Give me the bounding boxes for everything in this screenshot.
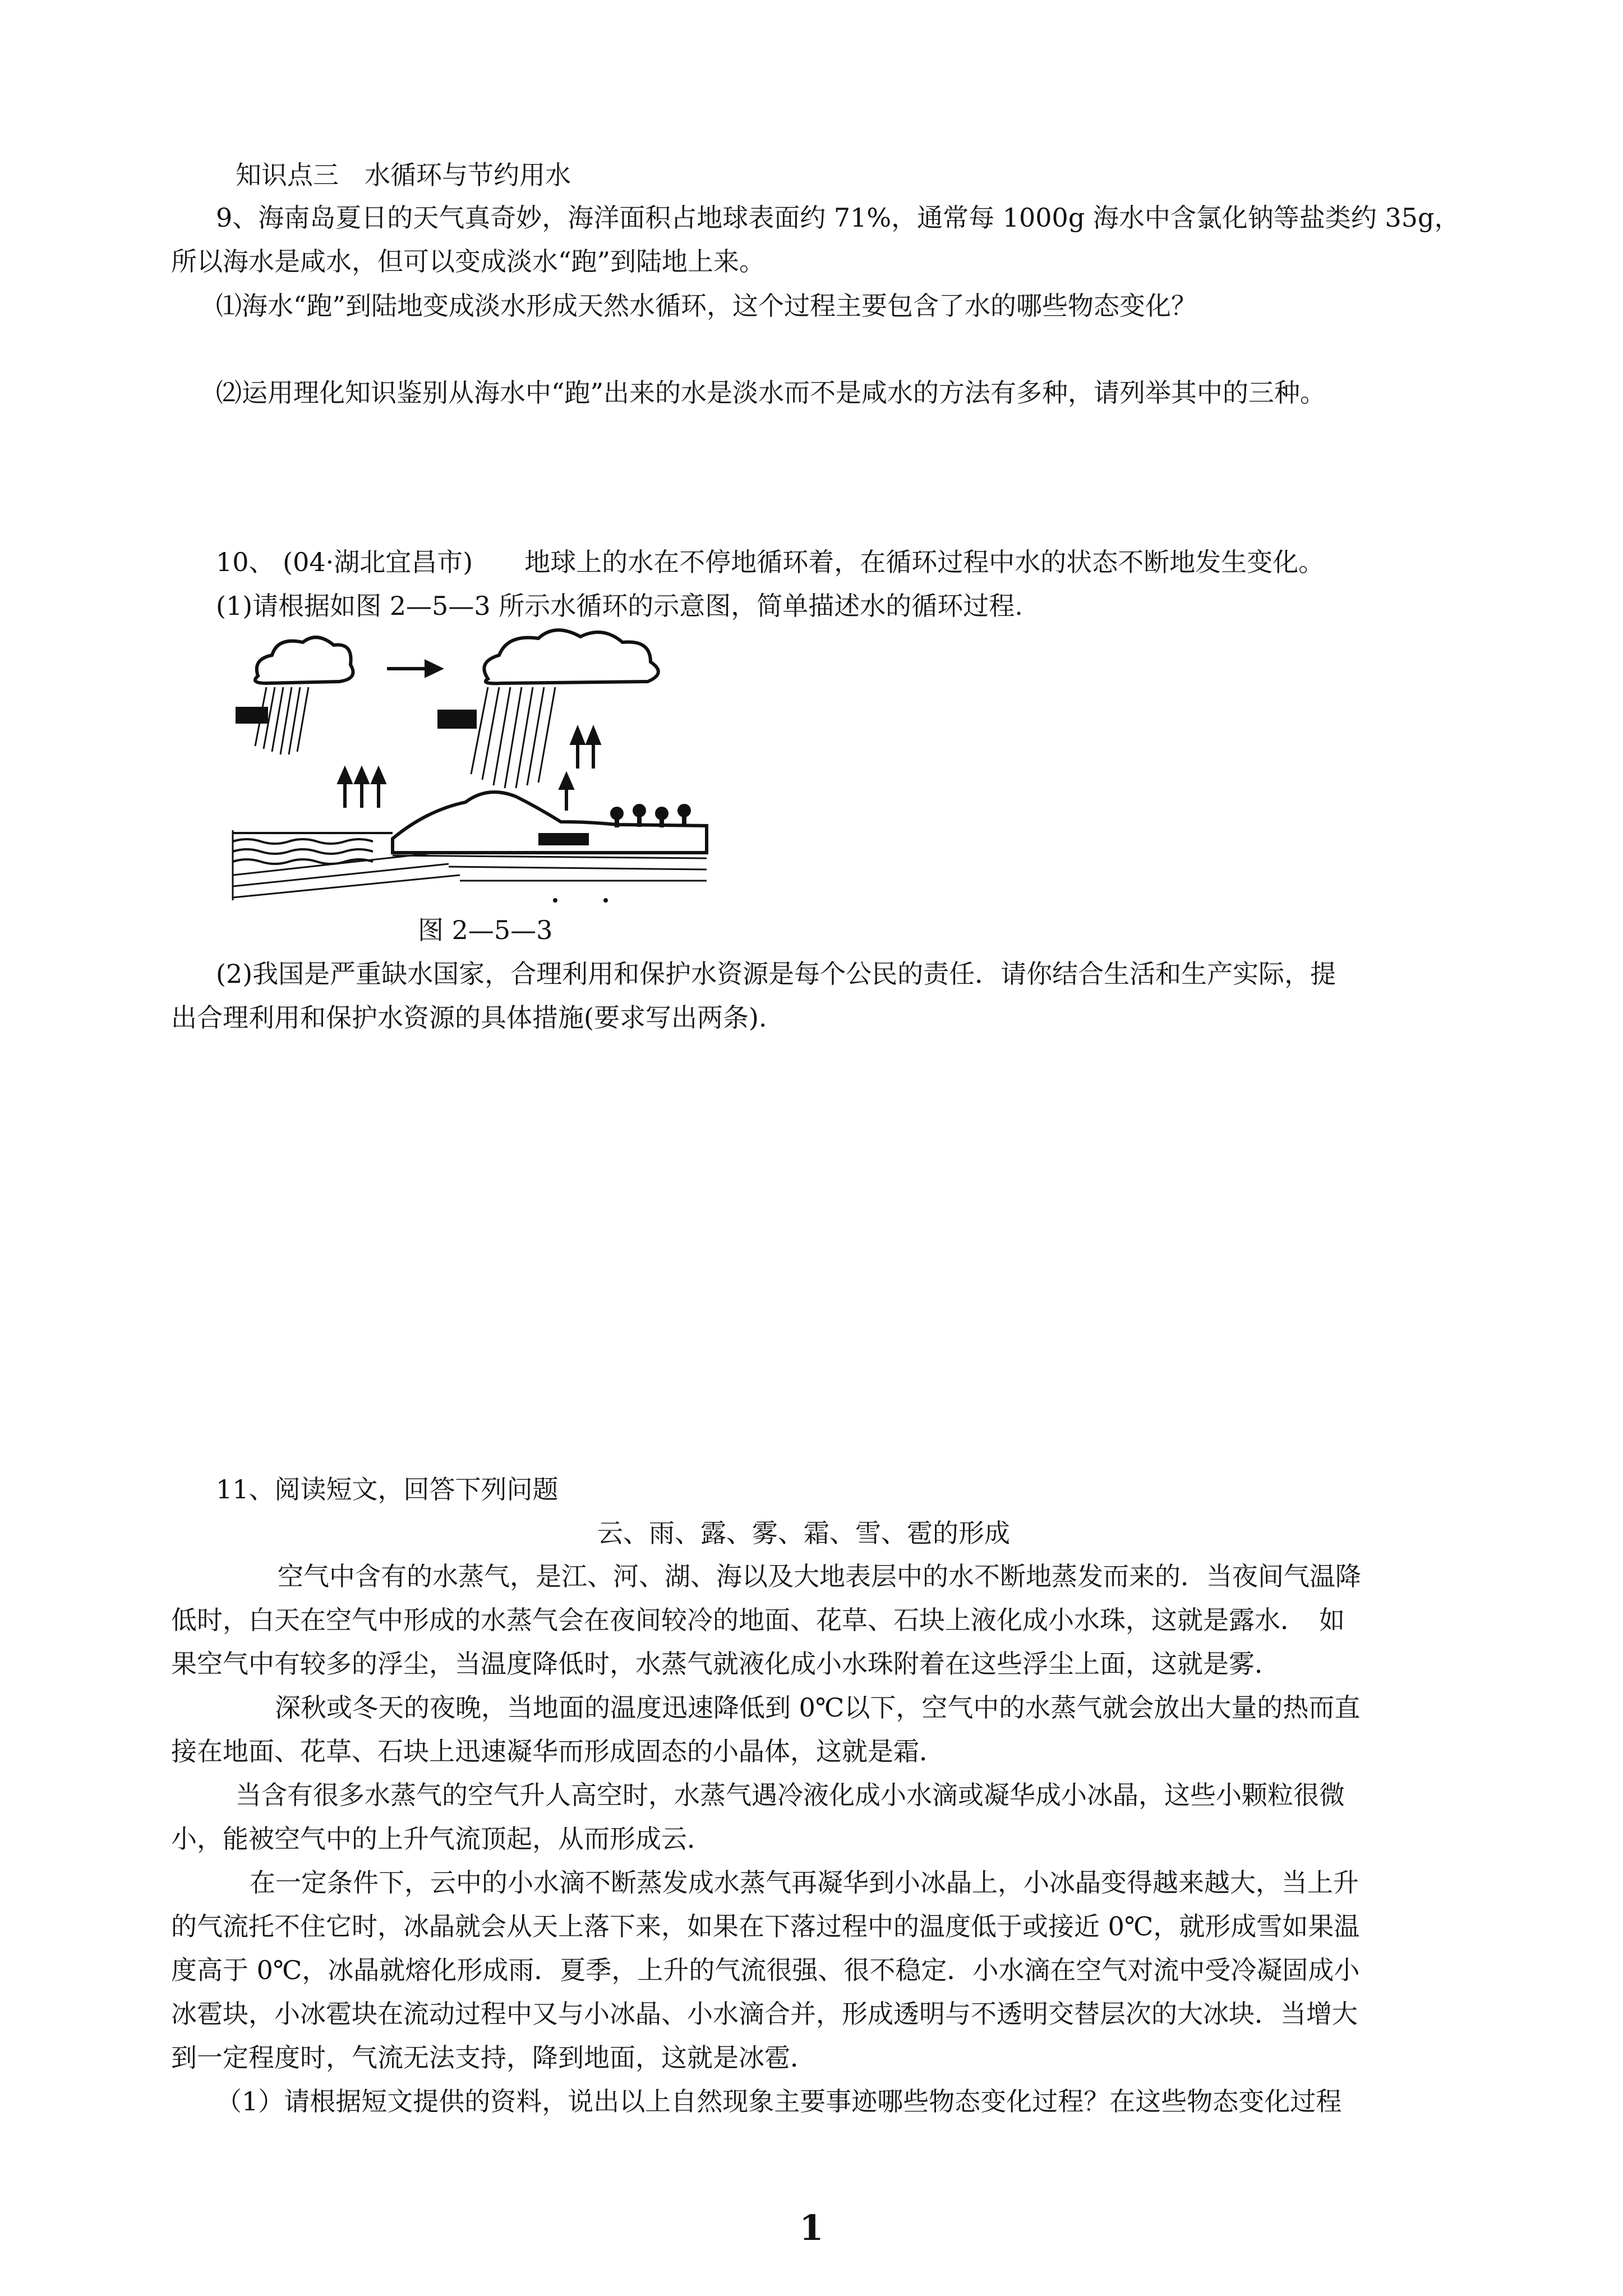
passage-p4-line3: 度高于 0℃，冰晶就熔化形成雨．夏季，上升的气流很强、很不稳定．小水滴在空气对流中受冷凝固成小 <box>171 1955 1360 1985</box>
passage-p3-line2: 小，能被空气中的上升气流顶起，从而形成云． <box>171 1824 713 1854</box>
passage-p4-line1: 在一定条件下，云中的小水滴不断蒸发成水蒸气再凝华到小冰晶上，小冰晶变得越来越大，当上升 <box>250 1867 1359 1898</box>
passage-p4-line2: 的气流托不住它时，冰晶就会从天上落下来，如果在下落过程中的温度低于或接近 0℃，就形成雪如果温 <box>171 1911 1360 1941</box>
q10-sub1: (1)请根据如图 2—5—3 所示水循环的示意图，简单描述水的循环过程. <box>216 591 1023 621</box>
q9-sub1: ⑴海水“跑”到陆地变成淡水形成天然水循环，这个过程主要包含了水的哪些物态变化？ <box>216 291 1197 321</box>
water-cycle-figure <box>224 617 718 909</box>
sea-icon <box>233 833 393 864</box>
cloud-left-icon <box>255 637 353 683</box>
q10-sub2-line1: (2)我国是严重缺水国家，合理利用和保护水资源是每个公民的责任．请你结合生活和生产实际，提 <box>216 959 1336 989</box>
section-heading: 知识点三 水循环与节约用水 <box>236 160 571 190</box>
q9-sub2: ⑵运用理化知识鉴别从海水中“跑”出来的水是淡水而不是咸水的方法有多种，请列举其中的三种。 <box>216 378 1326 408</box>
passage-p2-line2: 接在地面、花草、石块上迅速凝华而形成固态的小晶体，这就是霜． <box>171 1736 945 1766</box>
q10-sub2-line2: 出合理利用和保护水资源的具体措施(要求写出两条). <box>171 1002 767 1033</box>
q9-stem-line1: 9、海南岛夏日的天气真奇妙，海洋面积占地球表面约 71%，通常每 1000g 海水中含氯化钠等盐类约 35g， <box>216 203 1460 233</box>
q10-stem: 10、 (04·湖北宜昌市) 地球上的水在不停地循环着，在循环过程中水的状态不断地发生变化。 <box>216 547 1325 577</box>
passage-p1-line2: 低时，白天在空气中形成的水蒸气会在夜间较冷的地面、花草、石块上液化成小水珠，这就是露水． 如 <box>171 1605 1345 1635</box>
passage-p1-line1: 空气中含有的水蒸气，是江、河、湖、海以及大地表层中的水不断地蒸发而来的．当夜间气温降 <box>278 1561 1361 1591</box>
q9-stem-line2: 所以海水是咸水，但可以变成淡水“跑”到陆地上来。 <box>171 246 766 277</box>
passage-p3-line1: 当含有很多水蒸气的空气升人高空时，水蒸气遇冷液化成小水滴或凝华成小冰晶，这些小颗粒很微 <box>236 1780 1345 1810</box>
passage-p2-line1: 深秋或冬天的夜晚，当地面的温度迅速降低到 0℃以下，空气中的水蒸气就会放出大量的热而直 <box>275 1692 1361 1723</box>
arrow-right-icon <box>387 662 440 675</box>
cloud-right-icon <box>484 630 658 683</box>
page-number: 1 <box>799 2207 824 2248</box>
rain-right-icon <box>471 687 555 788</box>
passage-title: 云、雨、露、雾、霜、雪、雹的形成 <box>597 1518 1010 1548</box>
passage-p1-line3: 果空气中有较多的浮尘，当温度降低时，水蒸气就液化成小水珠附着在这些浮尘上面，这就是雾． <box>171 1649 1280 1679</box>
q11-sub1: （1）请根据短文提供的资料，说出以上自然现象主要事迹哪些物态变化过程？在这些物态变化过程 <box>216 2086 1342 2116</box>
passage-p4-line5: 到一定程度时，气流无法支持，降到地面，这就是冰雹． <box>171 2042 816 2073</box>
q11-stem: 11、阅读短文，回答下列问题 <box>216 1474 559 1504</box>
figure-caption: 图 2—5—3 <box>418 915 553 945</box>
passage-p4-line4: 冰雹块，小冰雹块在流动过程中又与小冰晶、小水滴合并，形成透明与不透明交替层次的大冰块．当增大 <box>171 1999 1358 2029</box>
